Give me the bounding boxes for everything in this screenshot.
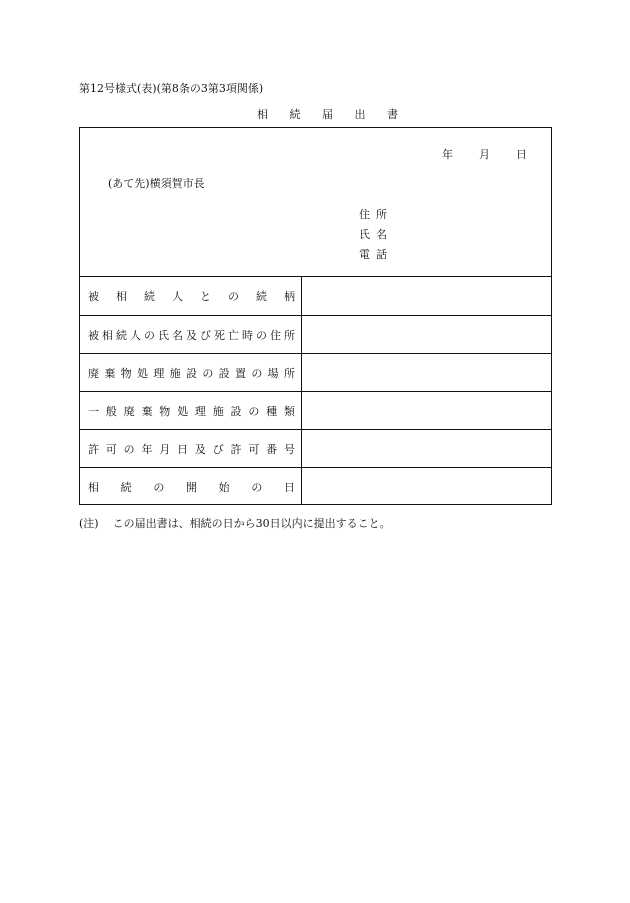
- row-value-field[interactable]: [302, 354, 551, 391]
- row-value-field[interactable]: [302, 468, 551, 505]
- row-label: 許可の年月日及び許可番号: [88, 442, 295, 456]
- footnote: [79, 515, 391, 531]
- notification-form: [79, 127, 552, 505]
- row-value-field[interactable]: [302, 316, 551, 353]
- name-label: 氏名: [359, 228, 393, 241]
- form-header-section: [80, 128, 551, 277]
- row-label: 被相続人との続柄: [88, 290, 295, 303]
- row-label-cell: [80, 392, 302, 429]
- address-label: 住所: [359, 208, 393, 221]
- form-number: 第12号様式(表)(第8条の3第3項関係): [79, 82, 264, 95]
- footnote-prefix: (注): [79, 517, 99, 530]
- row-value-field[interactable]: [302, 392, 551, 429]
- form-row-facility-type: [80, 391, 551, 429]
- form-row-inheritance-start: [80, 467, 551, 505]
- form-row-facility-location: [80, 353, 551, 391]
- year-label: 年: [442, 148, 453, 161]
- document-title: 相 続 届 出 書: [257, 108, 407, 121]
- row-value-field[interactable]: [302, 430, 551, 467]
- row-label: 相続の開始の日: [88, 480, 295, 494]
- footnote-text: この届出書は、相続の日から30日以内に提出すること。: [112, 517, 391, 530]
- form-row-decedent: [80, 315, 551, 353]
- row-label-cell: [80, 316, 302, 353]
- row-label: 廃棄物処理施設の設置の場所: [88, 366, 295, 380]
- row-label-cell: [80, 354, 302, 391]
- row-label: 被相続人の氏名及び死亡時の住所: [88, 328, 295, 342]
- addressee: (あて先)横須賀市長: [108, 177, 205, 190]
- form-row-permit: [80, 429, 551, 467]
- row-value-field[interactable]: [302, 277, 551, 315]
- row-label: 一般廃棄物処理施設の種類: [88, 404, 295, 418]
- day-label: 日: [516, 148, 527, 161]
- row-label-cell: [80, 277, 302, 315]
- row-label-cell: [80, 430, 302, 467]
- phone-label: 電話: [359, 248, 393, 261]
- form-row-relationship: [80, 277, 551, 315]
- row-label-cell: [80, 468, 302, 505]
- month-label: 月: [479, 148, 490, 161]
